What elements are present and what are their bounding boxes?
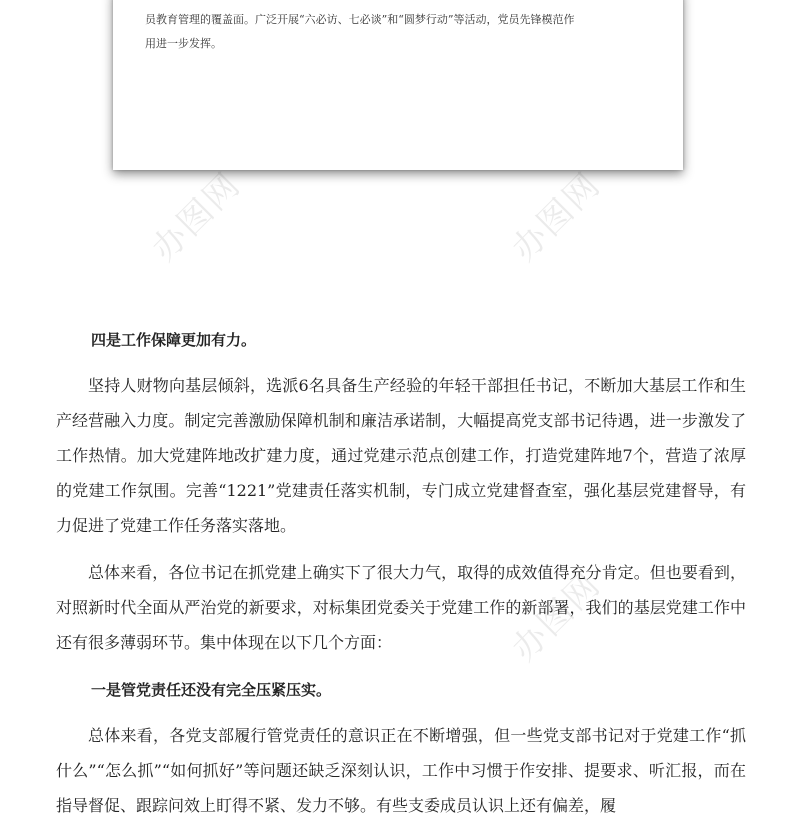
- watermark-text: 办图网: [504, 564, 609, 670]
- preview-page-card: [113, 0, 683, 170]
- card-line: 用进一步发挥。: [145, 37, 222, 50]
- section-heading: 四是工作保障更加有力。: [91, 331, 257, 349]
- body-paragraph: 总体来看，各党支部履行管党责任的意识正在不断增强，但一些党支部书记对于党建工作“抓什么”“怎么抓”“如何抓好”等问题还缺乏深刻认识，工作中习惯于作安排、提要求、听汇报，而在指导督促、跟踪问效上盯得不紧、发力不够。有些支委成员认识上还有偏差，履: [56, 726, 746, 815]
- document-body: [56, 322, 746, 835]
- watermark-text: 办图网: [144, 164, 249, 270]
- card-text: [145, 8, 655, 56]
- body-paragraph: 总体来看，各位书记在抓党建上确实下了很大力气，取得的成效值得充分肯定。但也要看到，对照新时代全面从严治党的新要求，对标集团党委关于党建工作的新部署，我们的基层党建工作中还有很多薄弱环节。集中体现在以下几个方面：: [56, 563, 746, 652]
- card-line: 员教育管理的覆盖面。广泛开展“六必访、七必谈”和“圆梦行动”等活动，党员先锋模范作: [145, 13, 575, 26]
- watermark-text: 办图网: [504, 164, 609, 270]
- section-heading: 一是管党责任还没有完全压紧压实。: [91, 681, 332, 699]
- body-paragraph: 坚持人财物向基层倾斜，选派6名具备生产经验的年轻干部担任书记，不断加大基层工作和生产经营融入力度。制定完善激励保障机制和廉洁承诺制，大幅提高党支部书记待遇，进一步激发了工作热情。加大党建阵地改扩建力度，通过党建示范点创建工作，打造党建阵地7个，营造了浓厚的党建工作氛围。完善“1221”党建责任落实机制，专门成立党建督查室，强化基层党建督导，有力促进了党建工作任务落实落地。: [56, 376, 746, 535]
